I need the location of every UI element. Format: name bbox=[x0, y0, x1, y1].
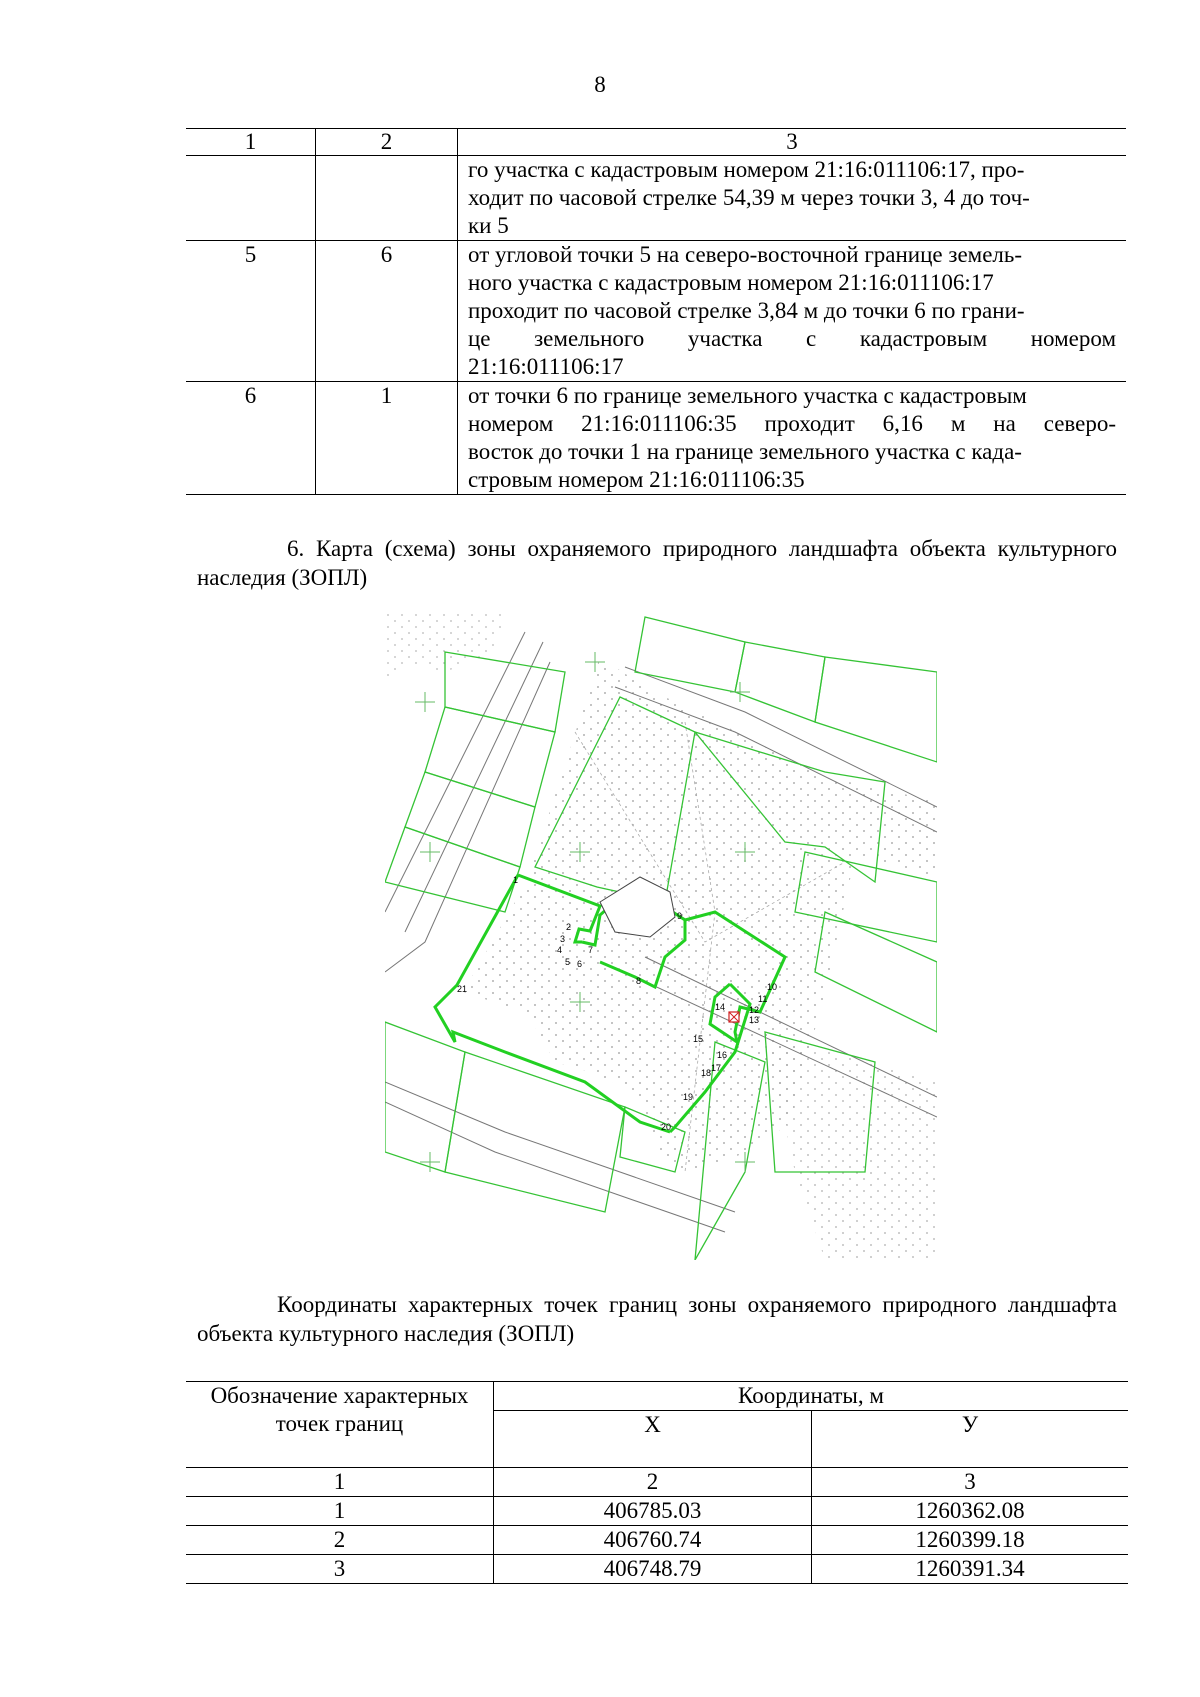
to-point: 6 bbox=[316, 241, 458, 382]
coord-y: 1260362.08 bbox=[812, 1497, 1129, 1526]
to-point bbox=[316, 156, 458, 241]
description-line: ходит по часовой стрелке 54,39 м через точки 3, 4 до точ- bbox=[468, 185, 1030, 210]
point-label: 1 bbox=[513, 875, 519, 885]
point-label: 17 bbox=[711, 1063, 722, 1073]
point-label: 8 bbox=[636, 976, 642, 986]
description-line: от точки 6 по границе земельного участка с кадастровым bbox=[468, 383, 1027, 408]
description-line: от угловой точки 5 на северо-восточной границе земель- bbox=[468, 242, 1023, 267]
coordinates-title: Координаты характерных точек границ зоны охраняемого природного ландшафта объекта культурного наследия (ЗОПЛ) bbox=[197, 1292, 1117, 1346]
point-label: 9 bbox=[677, 911, 683, 921]
description-line: стровым номером 21:16:011106:35 bbox=[468, 467, 805, 492]
table-row bbox=[186, 156, 1126, 241]
table-row bbox=[186, 382, 1126, 495]
head-point-designation: Обозначение характерных точек границ bbox=[186, 1382, 494, 1468]
description-line: проходит по часовой стрелке 3,84 м до точки 6 по грани- bbox=[468, 298, 1025, 323]
num-col-1: 1 bbox=[186, 1468, 494, 1497]
coord-x: 406760.74 bbox=[494, 1526, 812, 1555]
boundary-description-table bbox=[186, 128, 1126, 495]
point-label: 16 bbox=[717, 1050, 728, 1060]
point-label: 19 bbox=[683, 1092, 694, 1102]
head-x: X bbox=[494, 1411, 812, 1468]
point-label: 21 bbox=[457, 984, 468, 994]
header-col-2: 2 bbox=[316, 129, 458, 156]
point-label: 15 bbox=[693, 1034, 704, 1044]
from-point bbox=[186, 156, 316, 241]
coord-y: 1260391.34 bbox=[812, 1555, 1129, 1584]
description-cell bbox=[458, 241, 1127, 382]
header-col-1: 1 bbox=[186, 129, 316, 156]
num-col-3: 3 bbox=[812, 1468, 1129, 1497]
section-6-heading: 6. Карта (схема) зоны охраняемого природного ландшафта объекта культурного наследия (ЗОПЛ) bbox=[197, 536, 1117, 590]
point-label: 12 bbox=[749, 1005, 760, 1015]
num-col-2: 2 bbox=[494, 1468, 812, 1497]
point-label: 2 bbox=[566, 922, 572, 932]
coord-y: 1260399.18 bbox=[812, 1526, 1129, 1555]
point-id: 3 bbox=[186, 1555, 494, 1584]
table-row bbox=[186, 1497, 1128, 1526]
from-point: 6 bbox=[186, 382, 316, 495]
point-label: 6 bbox=[577, 959, 583, 969]
point-id: 2 bbox=[186, 1526, 494, 1555]
description-line: ного участка с кадастровым номером 21:16:011106:17 bbox=[468, 270, 994, 295]
point-label: 11 bbox=[758, 994, 768, 1004]
point-label: 5 bbox=[565, 957, 571, 967]
table-header-row bbox=[186, 1382, 1128, 1411]
to-point: 1 bbox=[316, 382, 458, 495]
point-label: 10 bbox=[767, 982, 778, 992]
header-col-3: 3 bbox=[458, 129, 1127, 156]
from-point: 5 bbox=[186, 241, 316, 382]
table-number-row bbox=[186, 1468, 1128, 1497]
point-label: 14 bbox=[715, 1002, 726, 1012]
point-label: 13 bbox=[749, 1015, 760, 1025]
point-id: 1 bbox=[186, 1497, 494, 1526]
description-line: го участка с кадастровым номером 21:16:011106:17, про- bbox=[468, 157, 1025, 182]
description-line: ки 5 bbox=[468, 213, 509, 238]
table-row bbox=[186, 1526, 1128, 1555]
zone-map bbox=[385, 612, 937, 1260]
point-label: 18 bbox=[701, 1068, 712, 1078]
description-line: восток до точки 1 на границе земельного участка с када- bbox=[468, 439, 1022, 464]
coord-x: 406785.03 bbox=[494, 1497, 812, 1526]
description-line: це земельного участка с кадастровым номером bbox=[468, 326, 1116, 351]
description-line: номером 21:16:011106:35 проходит 6,16 м на северо- bbox=[468, 411, 1116, 436]
page-number: 8 bbox=[594, 72, 606, 97]
head-y: У bbox=[812, 1411, 1129, 1468]
point-label: 3 bbox=[560, 934, 566, 944]
head-coordinates: Координаты, м bbox=[494, 1382, 1129, 1411]
point-label: 20 bbox=[661, 1122, 672, 1132]
point-label: 4 bbox=[557, 945, 563, 955]
coordinates-table bbox=[186, 1381, 1128, 1584]
table-row bbox=[186, 241, 1126, 382]
description-line: 21:16:011106:17 bbox=[468, 354, 624, 379]
description-cell bbox=[458, 382, 1127, 495]
table-header-row bbox=[186, 129, 1126, 156]
coord-x: 406748.79 bbox=[494, 1555, 812, 1584]
point-label: 7 bbox=[588, 945, 594, 955]
table-row bbox=[186, 1555, 1128, 1584]
description-cell bbox=[458, 156, 1127, 241]
